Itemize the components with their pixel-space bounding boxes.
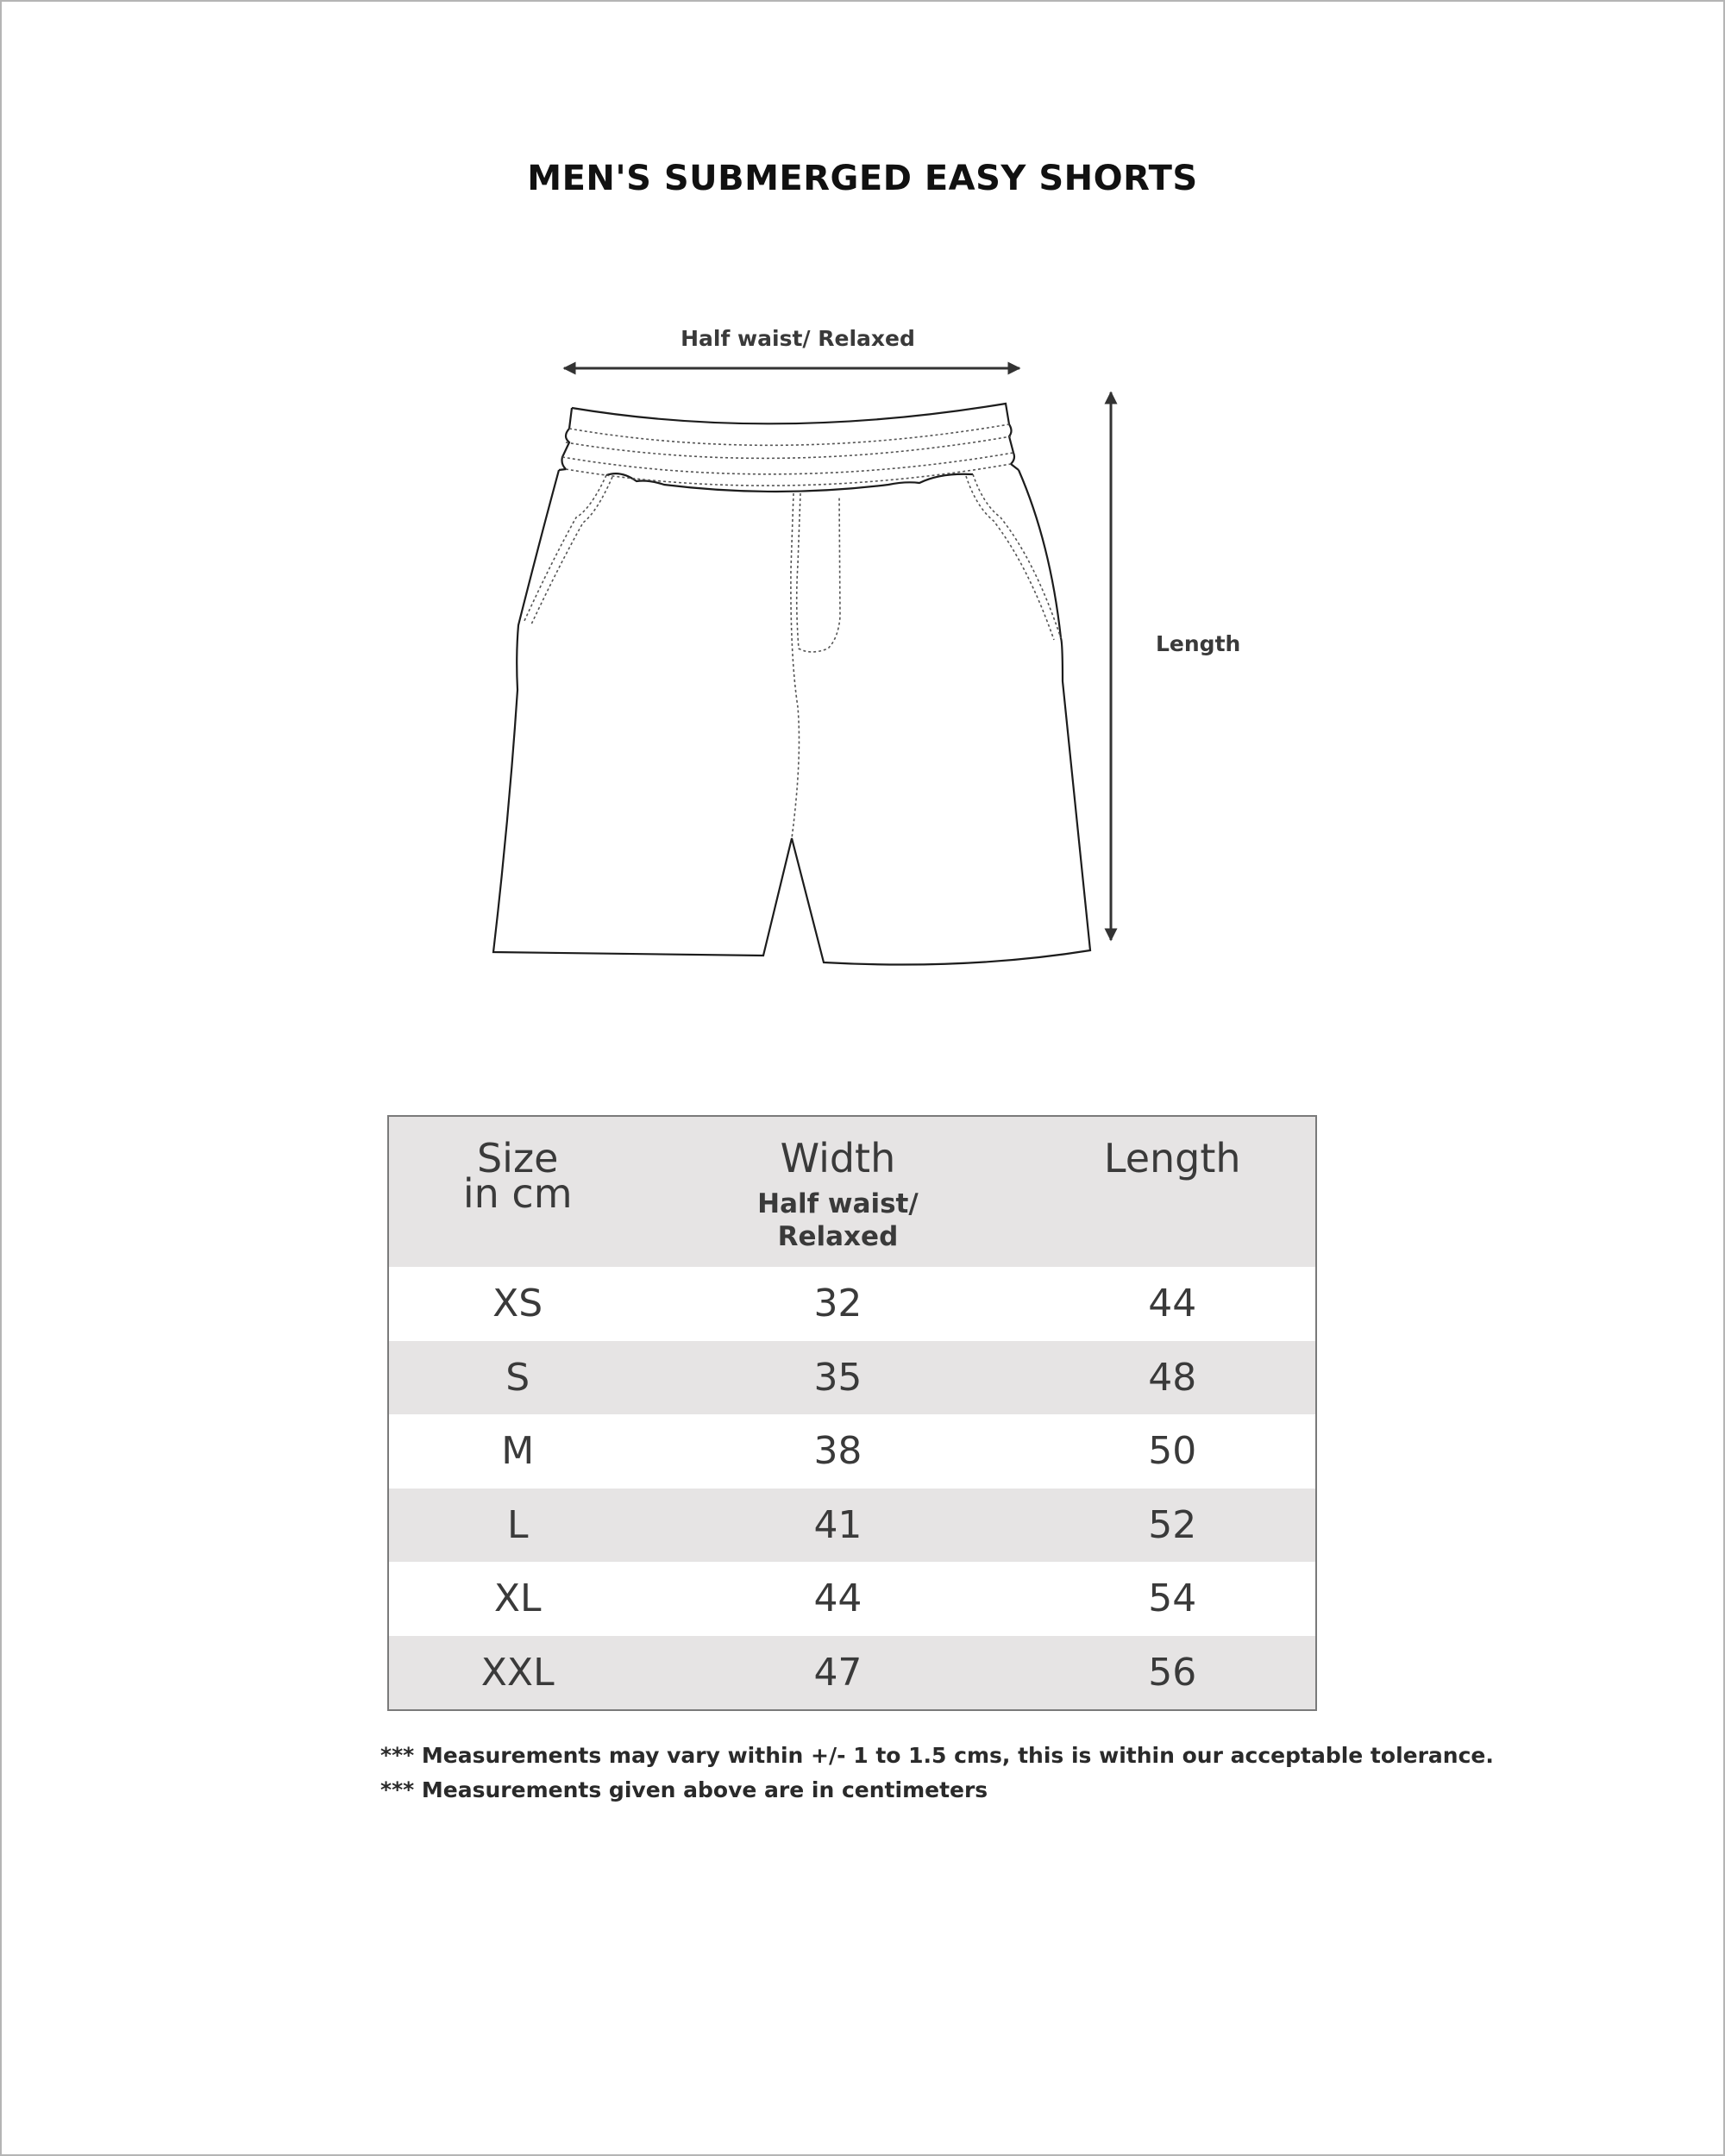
size-cell: XXL [480, 1650, 555, 1695]
size-cell: L [506, 1502, 529, 1547]
size-chart-table [387, 1115, 1317, 1711]
header-width-sub-line2: Relaxed [777, 1221, 899, 1252]
units-note: *** Measurements given above are in centimeters [380, 1777, 988, 1802]
table-row [388, 1562, 1316, 1636]
size-cell: M [501, 1429, 535, 1474]
header-size-line2: in cm [462, 1170, 573, 1217]
shorts-diagram [0, 0, 1725, 1035]
tolerance-note: *** Measurements may vary within +/- 1 to 1.5 cms, this is within our acceptable tolerance. [380, 1743, 1494, 1768]
table-row [388, 1341, 1316, 1415]
waist-label: Half waist/ Relaxed [681, 326, 915, 351]
width-cell: 35 [813, 1355, 862, 1400]
page-title: MEN'S SUBMERGED EASY SHORTS [527, 159, 1198, 198]
header-length [1029, 1116, 1316, 1267]
length-cell: 56 [1148, 1650, 1197, 1695]
header-width-sub-line1: Half waist/ [757, 1188, 919, 1219]
length-label: Length [1156, 631, 1241, 656]
size-cell: XL [493, 1576, 542, 1621]
table-header-row [388, 1116, 1316, 1267]
table-row [388, 1414, 1316, 1489]
size-cell: S [505, 1355, 530, 1400]
table-row [388, 1636, 1316, 1711]
length-cell: 52 [1148, 1502, 1197, 1547]
table-row [388, 1489, 1316, 1563]
length-cell: 48 [1148, 1355, 1197, 1400]
width-cell: 32 [813, 1282, 862, 1326]
header-length-title: Length [1103, 1135, 1241, 1181]
width-cell: 41 [813, 1502, 862, 1547]
header-size [388, 1116, 646, 1267]
length-cell: 54 [1148, 1576, 1197, 1621]
width-cell: 47 [813, 1650, 862, 1695]
width-cell: 38 [813, 1429, 862, 1474]
size-cell: XS [492, 1282, 543, 1326]
header-width [646, 1116, 1029, 1267]
header-size-line1: Size [476, 1135, 559, 1181]
header-width-title: Width [780, 1135, 896, 1181]
width-cell: 44 [813, 1576, 862, 1621]
shorts-outline [493, 404, 1090, 965]
table-row [388, 1267, 1316, 1341]
length-cell: 44 [1148, 1282, 1197, 1326]
stitching [524, 424, 1061, 838]
length-cell: 50 [1148, 1429, 1197, 1474]
